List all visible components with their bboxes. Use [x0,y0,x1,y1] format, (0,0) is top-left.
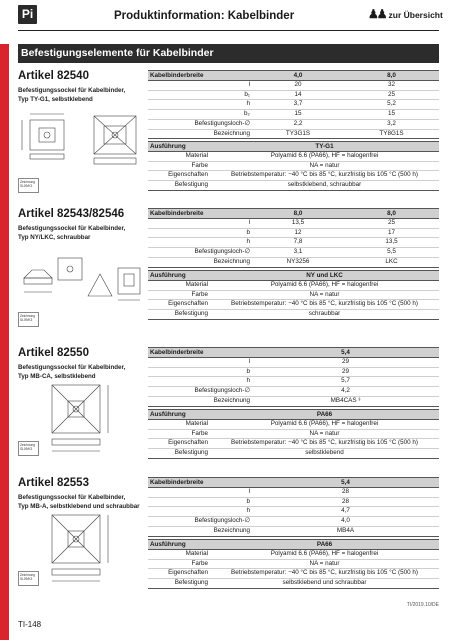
table-row: Befestigungsloch-∅ 3,1 5,5 [148,248,439,258]
table-row: b 12 17 [148,228,439,238]
table-row: b₁ 14 25 [148,90,439,100]
article-section-82553 [18,477,439,597]
table-row: Befestigungsloch-∅ 4,2 [148,387,439,397]
table-row: h 4,7 [148,507,439,517]
drawing-stamp: Zeichnung SL09/K3 [18,312,39,327]
table-row: b 29 [148,367,439,377]
article-title: Artikel 82543/82546 [18,208,125,220]
document-code: TI/2019.10/DE [406,602,439,608]
dimension-table: Kabelbinderbreite 4,0 8,0 l 20 32 b₁ 14 25 h 3,7 5,2 b₂ 15 15 Befestigungsloch-∅ 2,2 3,2 Bezeichnung TY3G1S TY8G1S [148,70,439,139]
overview-label: zur Übersicht [388,10,443,20]
pi-logo: Pi [18,5,37,24]
dimension-table: Kabelbinderbreite 8,0 8,0 l 13,5 25 b 12 17 h 7,8 13,5 Befestigungsloch-∅ 3,1 5,5 Bezeichnung NY3256 LKC [148,208,439,268]
article-section-82540 [18,70,439,200]
red-side-bar [0,44,9,640]
page-title: Produktinformation: Kabelbinder [114,10,295,22]
table-row: Eigenschaften Betriebstemperatur: −40 °C bis 85 °C, kurzfristig bis 105 °C (500 h) [148,439,439,449]
table-row: h 3,7 5,2 [148,100,439,110]
specification-table: Ausführung PA66 Material Polyamid 6.6 (PA66), HF = halogenfrei Farbe NA = natur Eigenschaften Betriebstemperatur: −40 °C bis 85 °C, kurzfristig bis 105 °C (500 h) Befestigung selbstklebend [148,409,439,459]
technical-drawing [18,110,144,174]
table-row: Farbe NA = natur [148,290,439,300]
table-row: Farbe NA = natur [148,161,439,171]
table-row: Eigenschaften Betriebstemperatur: −40 °C bis 85 °C, kurzfristig bis 105 °C (500 h) [148,569,439,579]
article-description: Befestigungssockel für Kabelbinder, Typ MB-CA, selbstklebend [18,364,126,380]
article-section-82543-82546 [18,208,439,338]
article-title: Artikel 82540 [18,70,89,82]
article-title: Artikel 82550 [18,347,89,359]
table-row: Bezeichnung NY3256 LKC [148,257,439,267]
people-group-icon: ♟♟ [368,7,386,21]
table-row: Material Polyamid 6.6 (PA66), HF = halogenfrei [148,281,439,291]
section-banner: Befestigungselemente für Kabelbinder [18,44,439,63]
table-row: Befestigungsloch-∅ 4,0 [148,517,439,527]
table-row: Material Polyamid 6.6 (PA66), HF = halogenfrei [148,550,439,560]
table-row: Befestigung selbstklebend und schraubbar [148,579,439,589]
table-row: l 13,5 25 [148,219,439,229]
table-row: b₂ 15 15 [148,110,439,120]
table-row: Befestigung schraubbar [148,310,439,320]
specification-table: Ausführung PA66 Material Polyamid 6.6 (PA66), HF = halogenfrei Farbe NA = natur Eigenschaften Betriebstemperatur: −40 °C bis 85 °C, kurzfristig bis 105 °C (500 h) Befestigung selbstklebend und schraubbar [148,539,439,589]
table-row: l 20 32 [148,81,439,91]
table-row: Befestigung selbstklebend, schraubbar [148,181,439,191]
dimension-table: Kabelbinderbreite 5,4 l 29 b 29 h 5,7 Befestigungsloch-∅ 4,2 Bezeichnung MB4CAS ³ [148,347,439,407]
page-number: TI-148 [18,620,42,629]
table-row: l 29 [148,358,439,368]
table-row: h 7,8 13,5 [148,238,439,248]
table-row: b 28 [148,497,439,507]
article-title: Artikel 82553 [18,477,89,489]
table-row: h 5,7 [148,377,439,387]
dimension-table: Kabelbinderbreite 5,4 l 28 b 28 h 4,7 Befestigungsloch-∅ 4,0 Bezeichnung MB4A [148,477,439,537]
header-rule [18,30,439,31]
drawing-stamp: Zeichnung SL09/K3 [18,178,39,193]
article-description: Befestigungssockel für Kabelbinder, Typ MB-A, selbstklebend und schraubbar [18,494,140,510]
drawing-stamp: Zeichnung SL09/K3 [18,571,39,586]
table-row: Eigenschaften Betriebstemperatur: −40 °C bis 85 °C, kurzfristig bis 105 °C (500 h) [148,300,439,310]
table-row: Farbe NA = natur [148,559,439,569]
article-description: Befestigungssockel für Kabelbinder, Typ NY/LKC, schraubbar [18,225,126,241]
table-row: Material Polyamid 6.6 (PA66), HF = halogenfrei [148,152,439,162]
table-row: Bezeichnung MB4A [148,526,439,536]
drawing-stamp: Zeichnung SL09/K3 [18,441,39,456]
table-row: l 28 [148,488,439,498]
table-row: Eigenschaften Betriebstemperatur: −40 °C bis 85 °C, kurzfristig bis 105 °C (500 h) [148,171,439,181]
table-row: Befestigung selbstklebend [148,449,439,459]
table-row: Bezeichnung MB4CAS ³ [148,396,439,406]
specification-table: Ausführung TY-G1 Material Polyamid 6.6 (PA66), HF = halogenfrei Farbe NA = natur Eigenschaften Betriebstemperatur: −40 °C bis 85 °C, kurzfristig bis 105 °C (500 h) Befestigung selbstklebend, schraubbar [148,141,439,191]
specification-table: Ausführung NY und LKC Material Polyamid 6.6 (PA66), HF = halogenfrei Farbe NA = natur Eigenschaften Betriebstemperatur: −40 °C bis 85 °C, kurzfristig bis 105 °C (500 h) Befestigung schraubbar [148,270,439,320]
table-row: Bezeichnung TY3G1S TY8G1S [148,129,439,139]
overview-link[interactable] [368,8,443,20]
table-row: Farbe NA = natur [148,429,439,439]
technical-drawing [18,248,144,308]
table-row: Befestigungsloch-∅ 2,2 3,2 [148,119,439,129]
article-section-82550 [18,347,439,467]
article-description: Befestigungssockel für Kabelbinder, Typ TY-G1, selbstklebend [18,87,126,103]
table-row: Material Polyamid 6.6 (PA66), HF = halogenfrei [148,420,439,430]
